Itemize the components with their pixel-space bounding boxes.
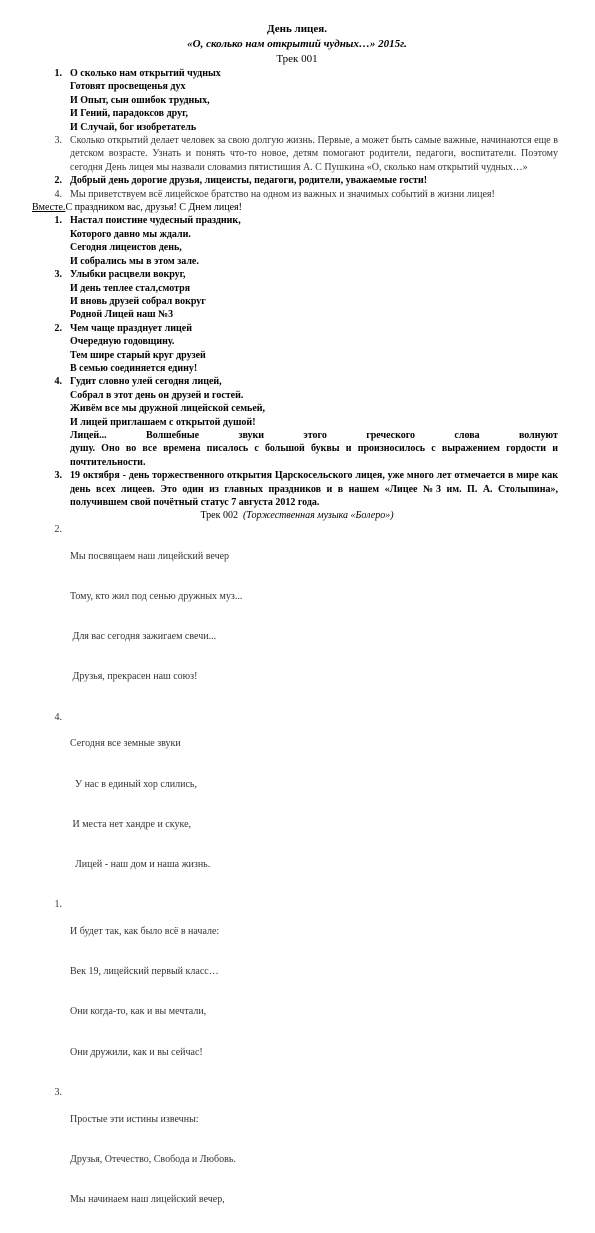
verse-line: Лицей - наш дом и наша жизнь. bbox=[70, 858, 211, 870]
verse-line: Чем чаще празднует лицей bbox=[70, 322, 192, 334]
verse-line: О сколько нам открытий чудных bbox=[70, 68, 221, 79]
paragraph: 19 октября - день торжественного открытия Царскосельского лицея, уже много лет отмечается в мире как день всех лицеев. Это один из главных праздников и в нашем «Лицее №3 им. П. А. Столыпина», получившем свой почётный статус 7 августа 2012 года. bbox=[70, 470, 558, 508]
verse-line: И собрались мы в этом зале. bbox=[70, 255, 199, 267]
verse-line: Настал поистине чудесный праздник, bbox=[70, 215, 241, 227]
verse-line: Друзья, прекрасен наш союз! bbox=[70, 671, 198, 683]
verse-line: Мы посвящаем наш лицейский вечер bbox=[70, 550, 230, 562]
verse-line: Готовят просвещенья дух bbox=[70, 81, 186, 93]
verse-line: И день теплее стал,смотря bbox=[70, 282, 191, 294]
together-label: Вместе. bbox=[32, 202, 66, 214]
together-text: С праздником вас, друзья! С Днем лицея! bbox=[65, 202, 242, 214]
verse-line: И вновь друзей собрал вокруг bbox=[70, 295, 206, 307]
item-number: 2. bbox=[54, 175, 62, 187]
verse-line: Простые эти истины извечны: bbox=[70, 1113, 199, 1125]
item-number: 4. bbox=[54, 376, 62, 388]
verse bbox=[70, 322, 558, 376]
verse bbox=[70, 67, 558, 134]
word: этого bbox=[303, 429, 327, 441]
verse-line: Тому, кто жил под сенью дружных муз... bbox=[70, 590, 243, 602]
verse-line: И лицей приглашаем с открытой душой! bbox=[70, 416, 256, 428]
paragraph: Сколько открытий делает человек за свою долгую жизнь. Первые, а может быть самые важные, начинаются еще в детском возрасте. Узнать и понять что-то новое, детям помогают родители, педагоги, воспитатели. Поэтому сегодня День лицея мы назвали словамиз пятистишия А. С Пушкина «О, сколько нам открытий чудных…» bbox=[70, 135, 558, 173]
numbered-item bbox=[36, 67, 558, 134]
verse-line: Для вас сегодня зажигаем свечи... bbox=[70, 631, 217, 643]
verse-line: Собрал в этот день он друзей и гостей. bbox=[70, 389, 244, 401]
item-number: 3. bbox=[54, 269, 62, 281]
verse-line: Сегодня лицеистов день, bbox=[70, 242, 182, 254]
word: волнуют bbox=[518, 429, 558, 441]
document-title: День лицея. bbox=[267, 23, 327, 35]
word: греческого bbox=[366, 429, 416, 441]
verse-line: Сегодня все земные звуки bbox=[70, 738, 181, 750]
verse-line: Тем шире старый круг друзей bbox=[70, 349, 206, 361]
item-number: 3. bbox=[54, 470, 62, 482]
numbered-item bbox=[36, 174, 558, 187]
verse bbox=[70, 523, 558, 711]
numbered-item bbox=[36, 711, 558, 899]
paragraph: душу. Оно во все времена писалось с большой буквы и произносилось с выражением гордости и почтительности. bbox=[70, 443, 558, 468]
together-line bbox=[32, 201, 558, 214]
verse-line: И Опыт, сын ошибок трудных, bbox=[70, 94, 210, 106]
verse-line: Они дружили, как и вы сейчас! bbox=[70, 1046, 203, 1058]
verse-line: Родной Лицей наш №3 bbox=[70, 309, 174, 321]
numbered-item bbox=[36, 1086, 558, 1233]
word: Волшебные bbox=[146, 429, 200, 441]
verse-line: Которого давно мы ждали. bbox=[70, 228, 191, 240]
verse bbox=[70, 898, 558, 1086]
verse bbox=[70, 268, 558, 322]
numbered-item bbox=[36, 375, 558, 429]
lyceum-paragraph bbox=[36, 429, 558, 442]
track-label: Трек 001 bbox=[276, 53, 318, 65]
paragraph: Мы приветствуем всё лицейское братство на одном из важных и значимых событий в жизни лицея! bbox=[70, 188, 495, 200]
word: слова bbox=[454, 429, 480, 441]
numbered-item bbox=[36, 469, 558, 509]
verse-line: Улыбки расцвели вокруг, bbox=[70, 269, 186, 281]
verse-line: Гудит словно улей сегодня лицей, bbox=[70, 376, 222, 388]
verse-line: Очередную годовщину. bbox=[70, 336, 175, 348]
item-number: 1. bbox=[54, 68, 62, 79]
verse-line: И будет так, как было всё в начале: bbox=[70, 926, 220, 937]
paragraph: Добрый день дорогие друзья, лицеисты, педагоги, родители, уважаемые гости! bbox=[70, 175, 428, 187]
justified-first-line bbox=[70, 429, 558, 442]
numbered-item bbox=[36, 134, 558, 174]
item-number: 2. bbox=[54, 523, 62, 535]
numbered-item bbox=[36, 214, 558, 268]
verse-line: Друзья, Отечество, Свобода и Любовь. bbox=[70, 1153, 236, 1165]
numbered-item bbox=[36, 322, 558, 376]
verse-line: Век 19, лицейский первый класс… bbox=[70, 966, 219, 978]
numbered-item bbox=[36, 268, 558, 322]
numbered-item bbox=[36, 898, 558, 1086]
verse-line: И Случай, бог изобретатель bbox=[70, 121, 197, 133]
track-label bbox=[36, 509, 558, 522]
verse-line: Мы начинаем наш лицейский вечер, bbox=[70, 1194, 225, 1206]
verse bbox=[70, 375, 558, 429]
item-number: 4. bbox=[54, 188, 62, 200]
item-number: 2. bbox=[54, 322, 62, 334]
verse bbox=[70, 214, 558, 268]
track-note: (Торжественная музыка «Болеро») bbox=[242, 510, 394, 522]
verse-line: Живём все мы дружной лицейской семьей, bbox=[70, 403, 266, 415]
numbered-item bbox=[36, 523, 558, 711]
item-number: 1. bbox=[54, 215, 62, 227]
verse-line: У нас в единый хор слились, bbox=[70, 778, 197, 790]
word: Лицей... bbox=[70, 429, 107, 441]
verse bbox=[70, 711, 558, 899]
verse-line: И места нет хандре и скуке, bbox=[70, 818, 192, 830]
verse-line: И Гений, парадоксов друг, bbox=[70, 108, 188, 120]
numbered-item bbox=[36, 188, 558, 201]
verse-line: Они когда-то, как и вы мечтали, bbox=[70, 1006, 207, 1018]
verse bbox=[70, 1086, 558, 1233]
item-number: 3. bbox=[54, 135, 62, 147]
document-page bbox=[32, 22, 558, 1233]
word: звуки bbox=[238, 429, 265, 441]
item-number: 3. bbox=[54, 1086, 62, 1098]
track-number: Трек 002 bbox=[200, 510, 238, 522]
item-number: 1. bbox=[54, 899, 62, 911]
item-number: 4. bbox=[54, 711, 62, 723]
document-subtitle: «О, сколько нам открытий чудных…» 2015г. bbox=[187, 38, 407, 50]
verse-line: В семью соединяется едину! bbox=[70, 362, 198, 374]
